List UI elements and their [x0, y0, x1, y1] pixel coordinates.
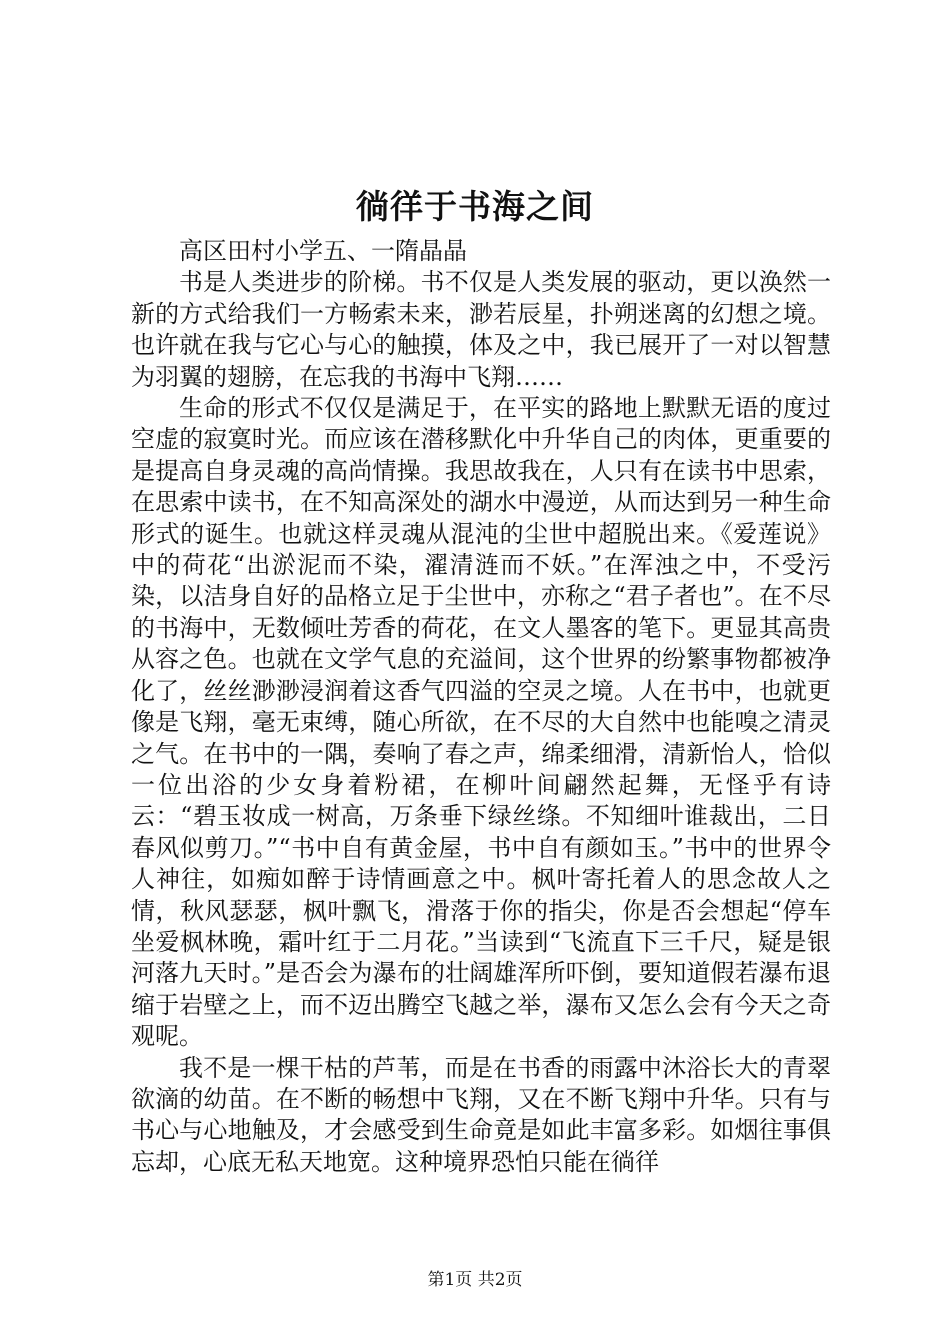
- paragraph-3: 我不是一棵干枯的芦苇，而是在书香的雨露中沐浴长大的青翠欲滴的幼苗。在不断的畅想中飞翔，又在不断飞翔中升华。只有与书心与心地触及，才会感受到生命竟是如此丰富多彩。如烟往事俱忘却，心底无私天地宽。这种境界恐怕只能在徜徉: [131, 1053, 831, 1176]
- document-title: 徜徉于书海之间: [356, 187, 594, 226]
- paragraph-1: 书是人类进步的阶梯。书不仅是人类发展的驱动，更以涣然一新的方式给我们一方畅索未来，渺若辰星，扑朔迷离的幻想之境。也许就在我与它心与心的触摸，体及之中，我已展开了一对以智慧为羽翼的翅膀，在忘我的书海中飞翔……: [131, 268, 831, 391]
- page-number-footer: 第1页 共2页: [427, 1270, 523, 1290]
- author-line: 高区田村小学五、一隋晶晶: [179, 237, 467, 265]
- document-body: [131, 236, 831, 1178]
- paragraph-2: 生命的形式不仅仅是满足于，在平实的路地上默默无语的度过空虚的寂寞时光。而应该在潜移默化中升华自己的肉体，更重要的是提高自身灵魂的高尚情操。我思故我在，人只有在读书中思索，在思索中读书，在不知高深处的湖水中漫逆，从而达到另一种生命形式的诞生。也就这样灵魂从混沌的尘世中超脱出来。《爱莲说》中的荷花“出淤泥而不染，濯清涟而不妖。”在浑浊之中，不受污染，以洁身自好的品格立足于尘世中，亦称之“君子者也”。在不尽的书海中，无数倾吐芳香的荷花，在文人墨客的笔下。更显其高贵从容之色。也就在文学气息的充溢间，这个世界的纷繁事物都被净化了，丝丝渺渺浸润着这香气四溢的空灵之境。人在书中，也就更像是飞翔，毫无束缚，随心所欲，在不尽的大自然中也能嗅之清灵之气。在书中的一隅，奏响了春之声，绵柔细滑，清新怡人，恰似一位出浴的少女身着粉裙，在柳叶间翩然起舞，无怪乎有诗云：“碧玉妆成一树高，万条垂下绿丝绦。不知细叶谁裁出，二日春风似剪刀。”“书中自有黄金屋，书中自有颜如玉。”书中的世界令人神往，如痴如醉于诗情画意之中。枫叶寄托着人的思念故人之情，秋风瑟瑟，枫叶飘飞，滑落于你的指尖，你是否会想起“停车坐爱枫林晚，霜叶红于二月花。”当读到“飞流直下三千尺，疑是银河落九天时。”是否会为瀑布的壮阔雄浑所吓倒，要知道假若瀑布退缩于岩壁之上，而不迈出腾空飞越之举，瀑布又怎么会有今天之奇观呢。: [131, 394, 831, 1051]
